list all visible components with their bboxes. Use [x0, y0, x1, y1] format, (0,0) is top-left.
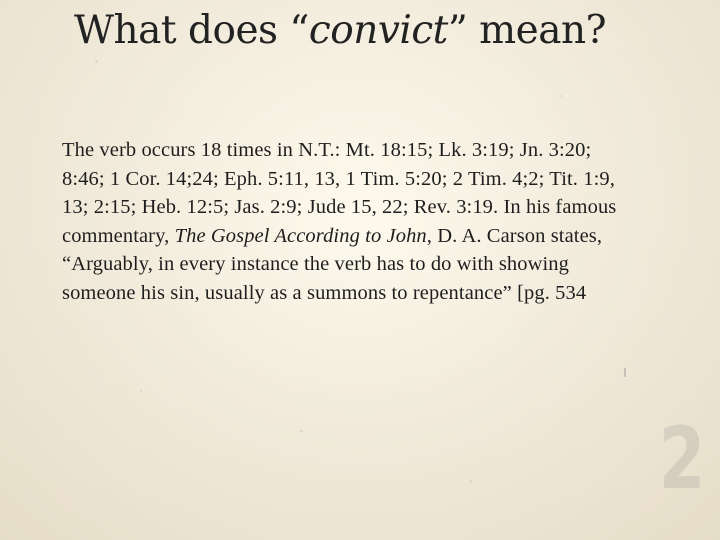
slide-number: 2	[658, 409, 704, 509]
background-speck	[470, 480, 472, 483]
background-speck	[95, 60, 98, 63]
background-speck	[300, 430, 303, 432]
title-text-italic: convict	[308, 8, 448, 53]
body-line-6: someone his sin, usually as a summons to repentance” [pg. 534	[62, 281, 587, 304]
body-line-4-post: , D. A. Carson states,	[426, 224, 603, 247]
body-line-3: 13; 2:15; Heb. 12:5; Jas. 2:9; Jude 15, 22; Rev. 3:19. In his famous	[62, 196, 617, 219]
background-speck	[560, 95, 562, 97]
body-paragraph	[62, 136, 702, 308]
body-line-2: 8:46; 1 Cor. 14;24; Eph. 5:11, 13, 1 Tim. 5:20; 2 Tim. 4;2; Tit. 1:9,	[62, 167, 615, 190]
background-speck	[140, 390, 142, 392]
body-line-5: “Arguably, in every instance the verb has to do with showing	[62, 253, 569, 276]
slide-title	[0, 8, 720, 53]
body-line-4	[62, 222, 702, 251]
body-line-4-pre: commentary,	[62, 224, 175, 247]
title-text-before: What does “	[73, 8, 309, 53]
body-line-1: The verb occurs 18 times in N.T.: Mt. 18:15; Lk. 3:19; Jn. 3:20;	[62, 139, 592, 161]
stray-mark	[624, 368, 626, 377]
title-text-after: ” mean?	[447, 8, 607, 53]
book-title: The Gospel According to John	[174, 224, 427, 247]
